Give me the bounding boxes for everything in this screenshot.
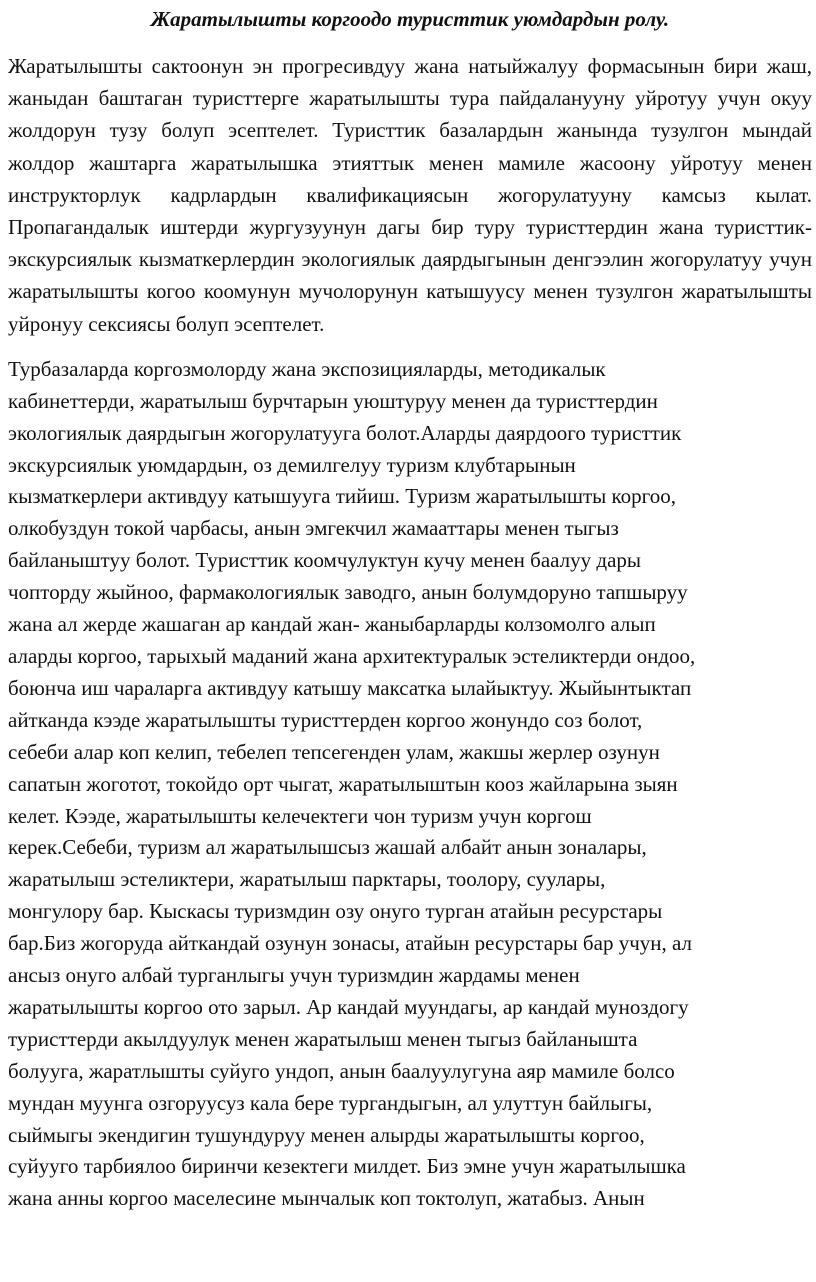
document-title: Жаратылышты коргоодо туристтик уюмдардын ролу. xyxy=(150,7,670,31)
paragraph-1: Жаратылышты сактоонун эн прогресивдуу жана натыйжалуу формасынын бири жаш, жаныдан баштаган туристтерге жаратылышты тура пайдаланууну уйротуу учун окуу жолдорун тузу болуп эсептелет. Туристтик базалардын жанында тузулгон мындай жолдор жаштарга жаратылышка этияттык менен мамиле жасоону уйротуу менен инструкторлук кадрлардын квалификациясын жогорулатууну камсыз кылат. Пропагандалык иштерди жургузуунун дагы бир туру туристтердин жана туристтик-экскурсиялык кызматкерлердин экологиялык даярдыгынын денгээлин жогорулатуу учун жаратылышты когоо коомунун мучолорунун катышуусу менен тузулгон жаратылышты уйронуу сексиясы болуп эсептелет. xyxy=(8,54,812,336)
paragraph-2: Турбазаларда коргозмолорду жана экспозицияларды, методикалык кабинеттерди, жаратылыш бурчтарын уюштуруу менен да туристтердин экологиялык даярдыгын жогорулатууга болот.Аларды даярдоого туристтик экскурсиялык уюмдардын, оз демилгелуу туризм клубтарынын кызматкерлери активдуу катышууга тийиш. Туризм жаратылышты коргоо, олкобуздун токой чарбасы, анын эмгекчил жамааттары менен тыгыз байланыштуу болот. Туристтик коомчулуктун кучу менен баалуу дары чопторду жыйноо, фармакологиялык заводго, анын болумдоруно тапшыруу жана ал жерде жашаган ар кандай жан- жаныбарларды колзомолго алып аларды коргоо, тарыхый маданий жана архитектуралык эстеликтерди ондоо, боюнча иш чараларга активдуу катышу максатка ылайыктуу. Жыйынтыктап айтканда кээде жаратылышты туристтерден коргоо жонундо соз болот, себеби алар коп келип, тебелеп тепсегенден улам, жакшы жерлер озунун сапатын жоготот, токойдо орт чыгат, жаратылыштын кооз жайларына зыян келет. Кээде, жаратылышты келечектеги чон туризм учун коргош керек.Себеби, туризм ал жаратылышсыз жашай албайт анын зоналары, жаратылыш эстеликтери, жаратылыш парктары, тоолору, суулары, монгулору бар. Кыскасы туризмдин озу онуго турган атайын ресурстары бар.Биз жогоруда айткандай озунун зонасы, атайын ресурстары бар учун, ал ансыз онуго албай турганлыгы учун туризмдин жардамы менен жаратылышты коргоо ото зарыл. Ар кандай муундагы, ар кандай муноздогу туристтерди акылдуулук менен жаратылыш менен тыгыз байланышта болууга, жаратлышты суйуго ундоп, анын баалуулугуна аяр мамиле болсо мундан муунга озгоруусуз кала бере тургандыгын, ал улуттун байлыгы, сыймыгы экендигин тушундуруу менен алырды жаратылышты коргоо, суйууго тарбиялоо биринчи кезектеги милдет. Биз эмне учун жаратылышка жана анны коргоо маселесине мынчалык коп токтолуп, жатабыз. Анын xyxy=(8,356,696,1211)
